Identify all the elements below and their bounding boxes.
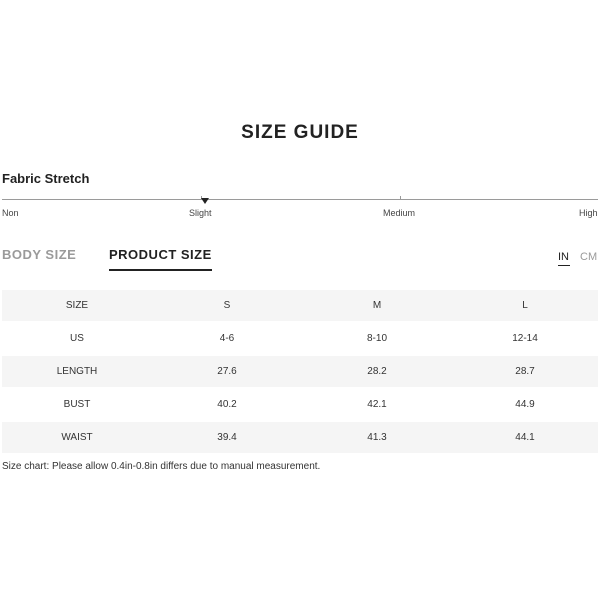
stretch-level-marker-icon [201,198,209,204]
tab-product-size[interactable]: PRODUCT SIZE [109,247,212,262]
table-cell: 28.7 [452,355,598,388]
page-title: SIZE GUIDE [241,122,359,143]
table-cell: 44.1 [452,421,598,454]
table-header-cell: L [452,290,598,322]
table-row-label: LENGTH [2,355,152,388]
active-tab-indicator [109,269,212,271]
table-row [2,322,598,355]
table-cell: 41.3 [302,421,452,454]
table-cell: 42.1 [302,388,452,421]
table-header-row [2,290,598,322]
table-row-label: BUST [2,388,152,421]
table-header-cell: SIZE [2,290,152,322]
unit-in-toggle[interactable]: IN [558,251,569,263]
table-cell: 39.4 [152,421,302,454]
table-row [2,421,598,454]
active-unit-indicator [558,265,570,266]
table-header-cell: S [152,290,302,322]
table-cell: 40.2 [152,388,302,421]
fabric-stretch-label: Fabric Stretch [2,171,90,186]
table-cell: 8-10 [302,322,452,355]
table-header-cell: M [302,290,452,322]
table-cell: 27.6 [152,355,302,388]
stretch-level-slight: Slight [189,208,212,218]
fabric-stretch-scale [2,199,598,200]
unit-cm-toggle[interactable]: CM [580,251,598,263]
tab-body-size[interactable]: BODY SIZE [2,247,77,262]
stretch-level-high: High [579,208,598,218]
table-cell: 4-6 [152,322,302,355]
table-row-label: US [2,322,152,355]
table-row [2,355,598,388]
stretch-level-medium: Medium [383,208,416,218]
stretch-tick-high [400,196,401,200]
table-row-label: WAIST [2,421,152,454]
table-cell: 12-14 [452,322,598,355]
measurement-note: Size chart: Please allow 0.4in-0.8in differs due to manual measurement. [2,461,321,472]
table-cell: 44.9 [452,388,598,421]
stretch-level-non: Non [2,208,19,218]
table-row [2,388,598,421]
size-table [2,290,598,455]
table-cell: 28.2 [302,355,452,388]
